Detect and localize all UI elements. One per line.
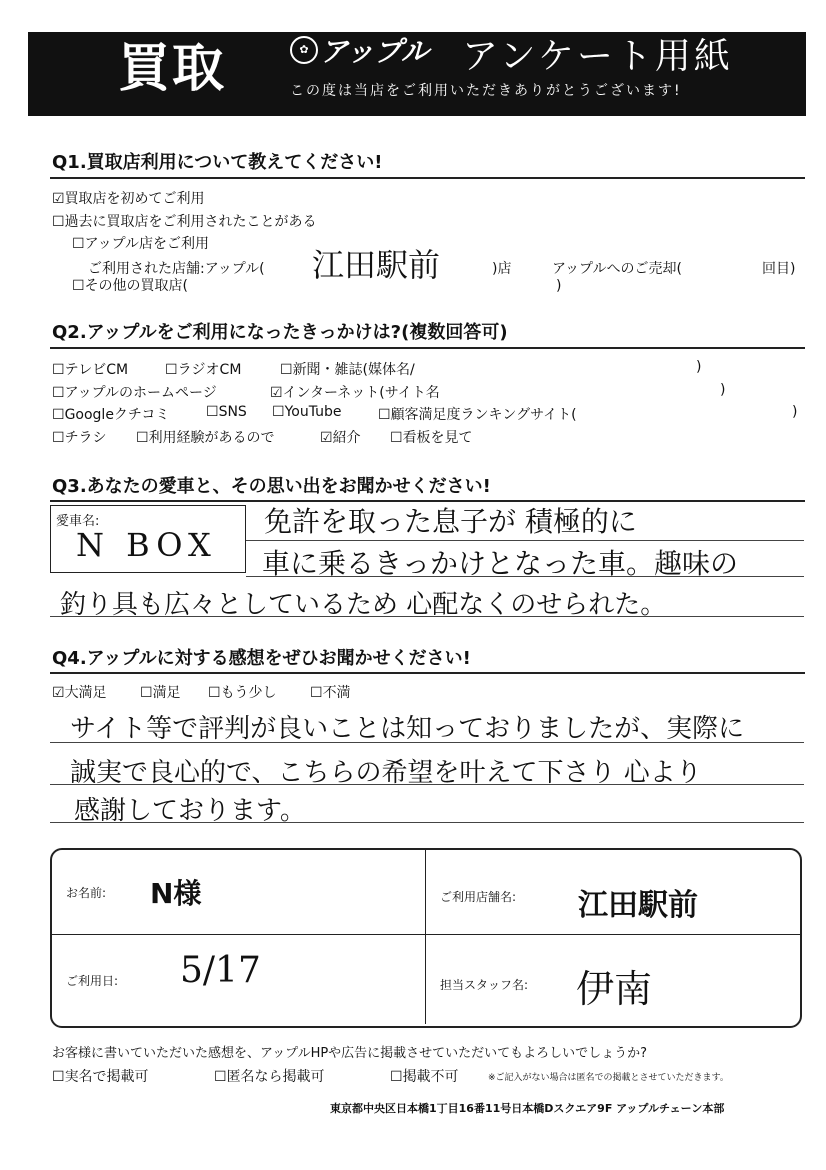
q2-option-radio[interactable] bbox=[165, 359, 241, 379]
q2-flyer-label: チラシ bbox=[64, 430, 107, 446]
car-name-value: N BOX bbox=[76, 526, 217, 564]
consent-option-real-name[interactable] bbox=[52, 1066, 149, 1086]
checkbox-icon[interactable] bbox=[52, 407, 65, 423]
checkbox-icon[interactable] bbox=[72, 278, 85, 294]
checkbox-icon[interactable] bbox=[165, 362, 178, 378]
q2-option-youtube[interactable] bbox=[272, 404, 342, 420]
checkbox-icon[interactable] bbox=[52, 430, 65, 446]
checkbox-icon[interactable] bbox=[140, 685, 153, 701]
q2-option-sns[interactable] bbox=[206, 404, 247, 420]
anonymous-label: 匿名なら掲載可 bbox=[226, 1069, 325, 1085]
q2-option-flyer[interactable] bbox=[52, 427, 107, 447]
q2-option-experience[interactable] bbox=[136, 427, 275, 447]
q1-first-time-label: 買取店を初めてご利用 bbox=[64, 191, 205, 207]
checkbox-icon[interactable] bbox=[214, 1069, 227, 1085]
checkbox-icon[interactable] bbox=[390, 1069, 403, 1085]
q2-newspaper-label: 新聞・雑誌(媒体名/ bbox=[292, 362, 415, 378]
checkbox-icon[interactable] bbox=[310, 685, 323, 701]
q4-option-almost[interactable] bbox=[208, 682, 277, 702]
real-name-label: 実名で掲載可 bbox=[64, 1069, 149, 1085]
q2-homepage-label: アップルのホームページ bbox=[64, 385, 217, 401]
q4-option-very-satisfied[interactable] bbox=[52, 682, 107, 702]
memory-line-1: 免許を取った息子が 積極的に bbox=[264, 505, 637, 538]
q4-very-satisfied-label: 大満足 bbox=[64, 685, 107, 701]
checkbox-icon[interactable] bbox=[52, 362, 65, 378]
q1-option-first-time[interactable] bbox=[52, 188, 205, 208]
car-name-label: 愛車名: bbox=[56, 514, 100, 529]
q2-experience-label: 利用経験があるので bbox=[148, 430, 275, 446]
comment-line-3: 感謝しております。 bbox=[74, 796, 306, 826]
q1-option-past[interactable] bbox=[52, 211, 317, 231]
q1-other-label: その他の買取店( bbox=[84, 278, 189, 294]
checkbox-icon[interactable] bbox=[378, 407, 391, 423]
staff-label: 担当スタッフ名: bbox=[440, 978, 529, 992]
checked-box-icon[interactable]: ☑ bbox=[320, 430, 333, 446]
q2-signboard-label: 看板を見て bbox=[402, 430, 473, 446]
checkbox-icon[interactable] bbox=[280, 362, 293, 378]
q2-option-tv[interactable] bbox=[52, 359, 128, 379]
checked-box-icon[interactable]: ☑ bbox=[52, 685, 65, 701]
q4-unsatisfied-label: 不満 bbox=[322, 685, 351, 701]
kaitori-logo: 買取 bbox=[118, 39, 227, 99]
q2-youtube-label: YouTube bbox=[284, 404, 342, 420]
q1-option-other[interactable] bbox=[72, 275, 188, 295]
q1-sell-count-label: アップルへのご売却( bbox=[552, 261, 682, 277]
consent-option-anonymous[interactable] bbox=[214, 1066, 325, 1086]
company-address: 東京都中央区日本橋1丁目16番11号日本橋Dスクエア9F アップルチェーン本部 bbox=[330, 1102, 725, 1115]
checkbox-icon[interactable] bbox=[52, 385, 65, 401]
q2-option-internet[interactable] bbox=[270, 382, 440, 402]
q2-divider bbox=[50, 347, 805, 349]
info-vertical-divider bbox=[425, 848, 426, 1024]
brand-name: アップル bbox=[320, 35, 429, 68]
staff-value: 伊南 bbox=[576, 967, 653, 1011]
checkbox-icon[interactable] bbox=[272, 404, 285, 420]
q2-internet-close: ) bbox=[720, 382, 726, 398]
q2-option-referral[interactable] bbox=[320, 427, 361, 447]
q2-ranking-label: 顧客満足度ランキングサイト( bbox=[390, 407, 577, 423]
q4-almost-label: もう少し bbox=[220, 685, 277, 701]
comment-line-2: 誠実で良心的で、こちらの希望を叶えて下さり 心より bbox=[70, 758, 702, 788]
info-horizontal-divider bbox=[50, 934, 802, 935]
memory-line-2: 車に乗るきっかけとなった車。趣味の bbox=[262, 547, 739, 580]
q1-store-used-label: ご利用された店舗:アップル( bbox=[88, 261, 265, 277]
q2-heading: Q2.アップルをご利用になったきっかけは?(複数回答可) bbox=[52, 322, 508, 343]
q2-ranking-close: ) bbox=[792, 404, 798, 420]
consent-question: お客様に書いていただいた感想を、アップルHPや広告に掲載させていただいてもよろしいでしょうか? bbox=[52, 1046, 648, 1061]
checkbox-icon[interactable] bbox=[390, 430, 403, 446]
q1-divider bbox=[50, 177, 805, 179]
q2-referral-label: 紹介 bbox=[332, 430, 361, 446]
consent-option-no-publish[interactable] bbox=[390, 1066, 459, 1086]
q2-option-homepage[interactable] bbox=[52, 382, 217, 402]
memory-line-3: 釣り具も広々としているため 心配なくのせられた。 bbox=[60, 590, 667, 620]
q2-radio-label: ラジオCM bbox=[177, 362, 242, 378]
name-value: N様 bbox=[150, 877, 202, 910]
q2-tv-label: テレビCM bbox=[64, 362, 129, 378]
q2-sns-label: SNS bbox=[218, 404, 247, 420]
q1-past-label: 過去に買取店をご利用されたことがある bbox=[64, 214, 317, 230]
q2-newspaper-close: ) bbox=[696, 359, 702, 375]
q1-apple-store-label: アップル店をご利用 bbox=[84, 236, 210, 252]
checkbox-icon[interactable] bbox=[52, 214, 65, 230]
date-label: ご利用日: bbox=[66, 974, 119, 988]
q4-option-satisfied[interactable] bbox=[140, 682, 181, 702]
checkbox-icon[interactable] bbox=[136, 430, 149, 446]
q2-option-google[interactable] bbox=[52, 404, 169, 424]
q1-option-apple-store[interactable] bbox=[72, 233, 209, 253]
page-subtitle: この度は当店をご利用いただきありがとうございます! bbox=[290, 83, 682, 99]
checkbox-icon[interactable] bbox=[72, 236, 85, 252]
ruled-line bbox=[50, 742, 804, 743]
ruled-line bbox=[246, 576, 804, 577]
q1-store-used-value: 江田駅前 bbox=[312, 246, 441, 284]
q4-divider bbox=[50, 672, 805, 674]
date-value: 5/17 bbox=[180, 950, 261, 991]
ruled-line bbox=[50, 616, 804, 617]
q2-internet-label: インターネット(サイト名 bbox=[282, 385, 440, 401]
q4-option-unsatisfied[interactable] bbox=[310, 682, 351, 702]
q2-option-signboard[interactable] bbox=[390, 427, 473, 447]
ruled-line bbox=[50, 784, 804, 785]
checkbox-icon[interactable] bbox=[52, 1069, 65, 1085]
no-publish-label: 掲載不可 bbox=[402, 1069, 459, 1085]
q4-satisfied-label: 満足 bbox=[152, 685, 181, 701]
store-name-value: 江田駅前 bbox=[578, 888, 698, 923]
q1-sell-count-suffix: 回目) bbox=[762, 261, 796, 277]
page-title: アンケート用紙 bbox=[462, 36, 733, 77]
q1-heading: Q1.買取店利用について教えてください! bbox=[52, 152, 383, 173]
checkbox-icon[interactable] bbox=[208, 685, 221, 701]
q1-store-suffix: )店 bbox=[492, 261, 512, 277]
ruled-line bbox=[50, 822, 804, 823]
name-label: お名前: bbox=[66, 886, 107, 900]
checked-box-icon[interactable]: ☑ bbox=[270, 385, 283, 401]
q2-option-newspaper[interactable] bbox=[280, 359, 415, 379]
checkbox-icon[interactable] bbox=[206, 404, 219, 420]
apple-logo-icon: ✿ bbox=[290, 36, 318, 64]
q2-google-label: Googleクチコミ bbox=[64, 407, 170, 423]
consent-note: ※ご記入がない場合は匿名での掲載とさせていただきます。 bbox=[488, 1073, 729, 1083]
comment-line-1: サイト等で評判が良いことは知っておりましたが、実際に bbox=[70, 714, 745, 744]
q4-heading: Q4.アップルに対する感想をぜひお聞かせください! bbox=[52, 648, 471, 669]
checked-box-icon[interactable]: ☑ bbox=[52, 191, 65, 207]
q3-heading: Q3.あなたの愛車と、その思い出をお聞かせください! bbox=[52, 476, 491, 497]
store-name-label: ご利用店舗名: bbox=[440, 890, 517, 904]
ruled-line bbox=[246, 540, 804, 541]
q1-other-close: ) bbox=[556, 278, 562, 294]
q2-option-ranking[interactable] bbox=[378, 404, 577, 424]
